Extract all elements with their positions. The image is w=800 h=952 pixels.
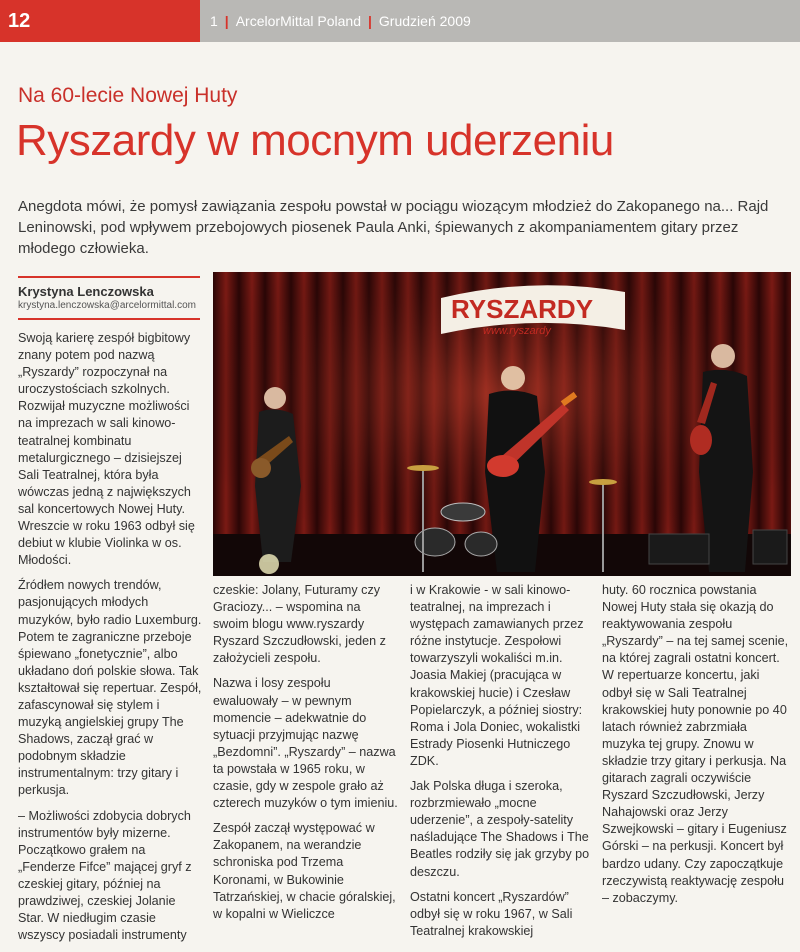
article-column-3 (410, 582, 596, 948)
author-top-rule (18, 276, 200, 278)
paragraph: Źródłem nowych trendów, pasjonujących młodych muzyków, było radio Luxemburg. Potem te zagraniczne przeboje śpiewano „fonetycznie”, albo układano doń polskie słowa. Tak kształtował się repertuar. Zespół, zafascynował się stylem i muzyką angielskiej grupy The Shadows, zaczął grać w podobnym składzie instrumentalnym: trzy gitary i perkusja. (18, 578, 202, 798)
separator-icon: | (224, 13, 229, 29)
article-column-1 (18, 330, 204, 952)
issue-number: 1 (210, 13, 218, 29)
article-column-4 (602, 582, 792, 915)
paragraph: Jak Polska długa i szeroka, rozbrzmiewało „mocne uderzenie”, a zespoły-satelity naśladujące The Shadows i The Beatles rodziły się jak grzyby po deszczu. (410, 779, 590, 879)
article-lead: Anegdota mówi, że pomysł zawiązania zespołu powstał w pociągu wiozącym młodzież do Zakopanego na... Rajd Leninowski, pod wpływem przebojowych piosenek Paula Anki, śpiewanych z akompaniamentem gitary przez młodego człowieka. (18, 198, 769, 257)
paragraph: Zespół zaczął występować w Zakopanem, na werandzie schroniska pod Trzema Koronami, w Bukowinie Tatrzańskiej, w chacie góralskiej, w kopalni w Wieliczce (213, 821, 396, 921)
page-header (0, 0, 800, 42)
page-number: 12 (8, 9, 31, 32)
banner-url: www.ryszardy (483, 325, 551, 337)
concert-photo (213, 272, 791, 576)
article-column-2 (213, 582, 399, 931)
author-email: krystyna.lenczowska@arcelormittal.com (18, 300, 196, 311)
article-title: Ryszardy w mocnym uderzeniu (16, 116, 614, 165)
issue-info-bar (200, 0, 800, 42)
banner-title: RYSZARDY (451, 294, 594, 324)
article-kicker: Na 60-lecie Nowej Huty (18, 84, 238, 107)
paragraph: Swoją karierę zespół bigbitowy znany potem pod nazwą „Ryszardy” rozpoczynał na uroczystościach szkolnych. Rozwijał muzyczne możliwości na imprezach w sali kinowo-teatralnej kombinatu metalurgicznego – dzisiejszej Sali Teatralnej, która była wówczas jedną z największych sal koncertowych Nowej Huty. Wreszcie w roku 1963 odbył się debiut w klubie Violinka w os. Młodości. (18, 331, 195, 568)
paragraph: Ostatni koncert „Ryszardów” odbył się w roku 1967, w Sali Teatralnej krakowskiej (410, 889, 573, 938)
author-bottom-rule (18, 318, 200, 320)
company-name: ArcelorMittal Poland (235, 13, 361, 29)
paragraph: i w Krakowie - w sali kinowo-teatralnej, na imprezach i występach zamawianych przez różne instytucje. Zespołowi towarzyszyli wokaliści m.in. Joasia Makiej (pracująca w krakowskiej hucie) i Czesław Popielarczyk, a później siostry: Roma i Jola Doniec, wokalistki Estrady Piosenki Hutniczego ZDK. (410, 583, 584, 768)
paragraph: – Możliwości zdobycia dobrych instrumentów były mizerne. Początkowo grałem na „Fenderze Fifce” mającej gryf z czeskiej gitary, później na prawdziwej, czeskiej Jolanie Star. W niedługim czasie wszyscy posiadali instrumenty (18, 808, 192, 943)
page-number-block (0, 0, 200, 42)
paragraph: Nazwa i losy zespołu ewaluowały – w pewnym momencie – adekwatnie do sytuacji przyjmując nazwę „Bezdomni”. „Ryszardy” – nazwa ta powstała w 1965 roku, w czasie, gdy w zespole grało aż czterech muzyków o tym imieniu. (213, 676, 398, 811)
issue-date: Grudzień 2009 (378, 13, 471, 29)
paragraph: czeskie: Jolany, Futuramy czy Graciozy... – wspomina na swoim blogu www.ryszardy Ryszard Szczudłowski, jeden z założycieli zespołu. (213, 583, 386, 666)
author-name: Krystyna Lenczowska (18, 284, 154, 299)
separator-icon: | (368, 13, 372, 29)
paragraph: huty. 60 rocznica powstania Nowej Huty stała się okazją do reaktywowania zespołu „Ryszardy” – na tej samej scenie, na której zagrali ostatni koncert. W repertuarze koncertu, jaki odbył się w Sali Teatralnej krakowskiej huty ponownie po 40 latach również zabrzmiała muzyka tej grupy. Znowu w składzie trzy gitary i perkusja. Na gitarach zagrali oczywiście Ryszard Szczudłowski, Jerzy Nahajowski oraz Jerzy Szwejkowski – gitary i Eugeniusz Górski – na perkusji. Koncert był bardzo udany. Czy zapoczątkuje rzeczywistą reaktywację zespołu – zobaczymy. (602, 583, 789, 905)
